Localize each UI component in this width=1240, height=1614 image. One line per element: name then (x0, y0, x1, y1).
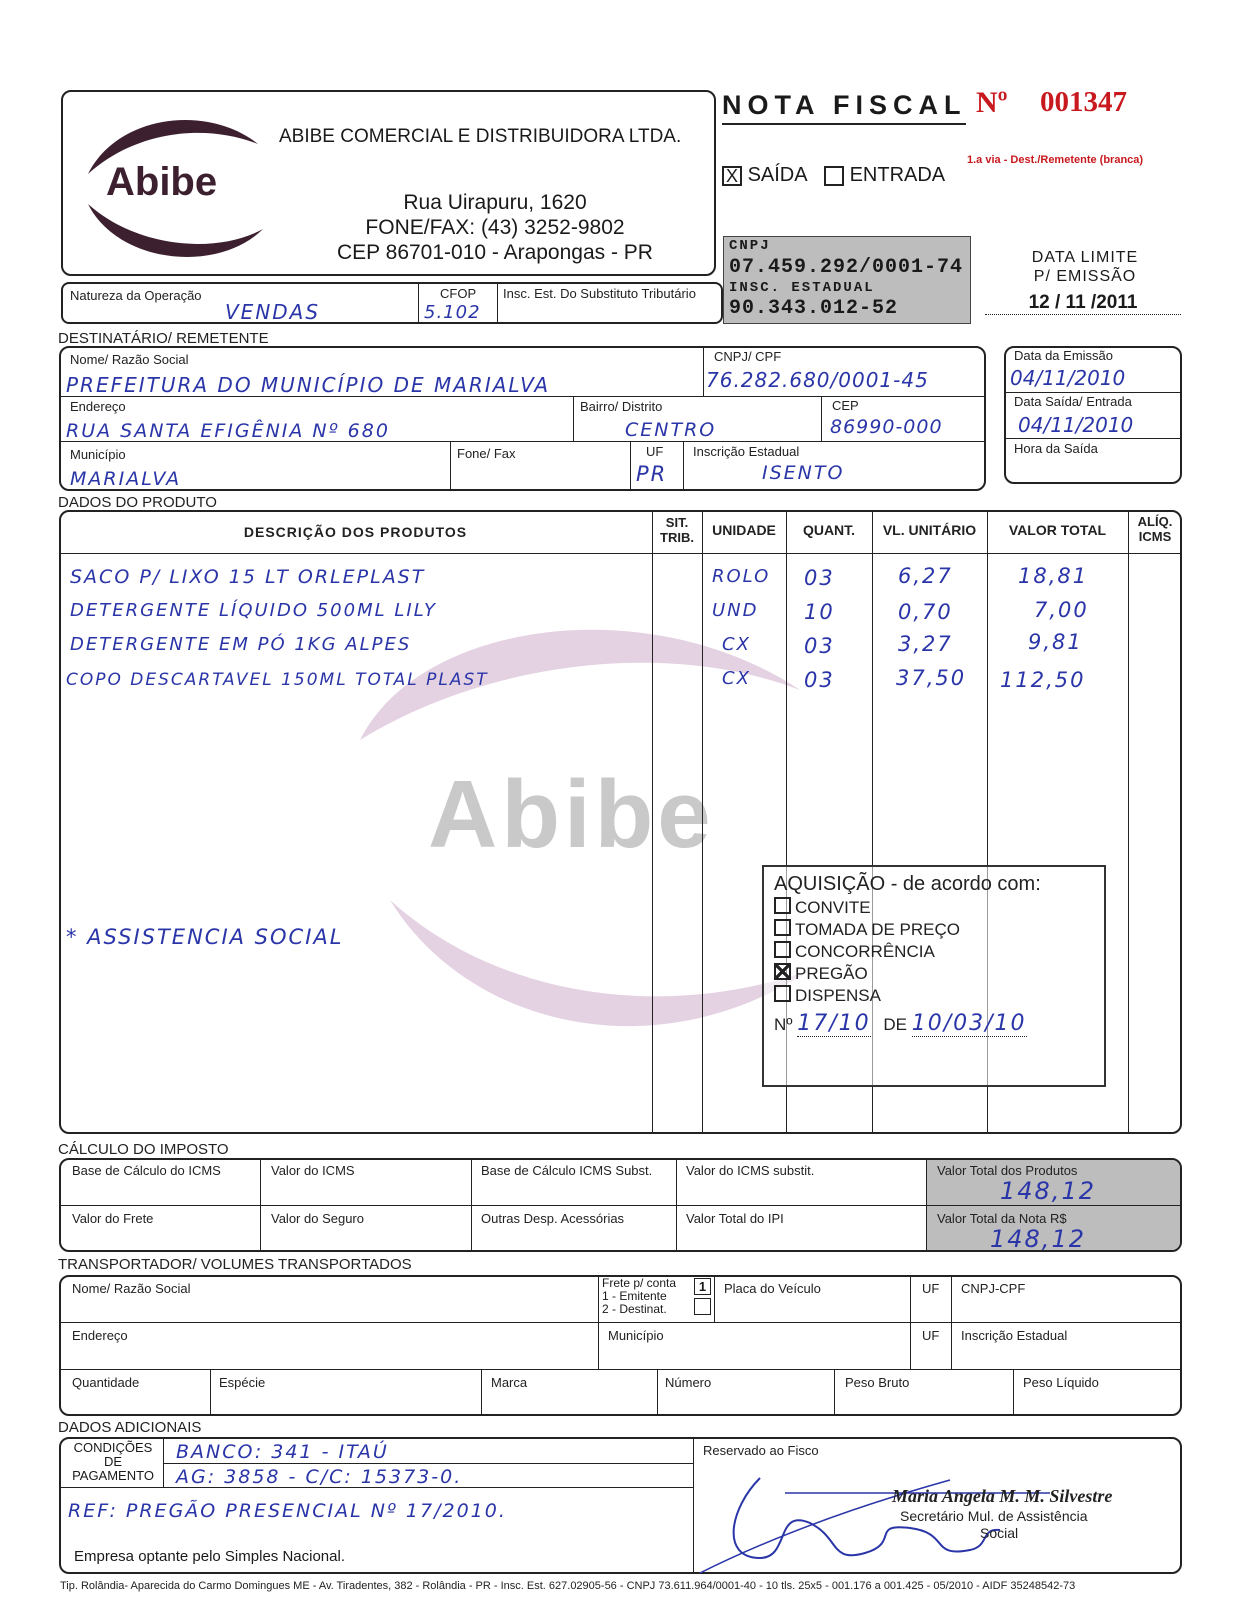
tax-outras-desp: Outras Desp. Acessórias (481, 1211, 625, 1226)
recipient-cnpj-value: 76.282.680/0001-45 (706, 368, 929, 392)
data-emissao-value: 04/11/2010 (1010, 366, 1126, 390)
agency-line: AG: 3858 - C/C: 15373-0. (176, 1466, 463, 1488)
cfop-label: CFOP (440, 286, 477, 301)
row-3-descricao: DETERGENTE EM PÓ 1KG ALPES (70, 634, 412, 655)
stamp-number-value: 17/10 (797, 1011, 871, 1036)
stamp-option-checkbox (774, 985, 791, 1002)
cond-label-2: DE (103, 1454, 123, 1469)
stamp-option (774, 963, 1094, 985)
cond-pagamento-label (63, 1441, 163, 1483)
entrada-label: ENTRADA (849, 164, 946, 186)
insc-value: 90.343.012-52 (729, 297, 899, 320)
recipient-address-value: RUA SANTA EFIGÊNIA Nº 680 (66, 420, 390, 442)
transport-peso-liquido: Peso Líquido (1023, 1375, 1099, 1390)
row-3-valor-total: 9,81 (1028, 630, 1083, 654)
stamp-option-checkbox (774, 963, 791, 980)
row-4-valor-total: 112,50 (1000, 668, 1086, 692)
tax-total-produtos-label: Valor Total dos Produtos (937, 1163, 1078, 1178)
frete-checkbox-1[interactable]: 1 (694, 1278, 711, 1295)
tax-valor-icms: Valor do ICMS (271, 1163, 355, 1178)
ref-line: REF: PREGÃO PRESENCIAL Nº 17/2010. (68, 1500, 507, 1522)
frete-label (602, 1277, 676, 1316)
recipient-ie-value: ISENTO (762, 462, 845, 484)
row-2-quant: 10 (804, 600, 835, 624)
company-address (300, 190, 690, 265)
stamp-option-label: TOMADA DE PREÇO (795, 920, 960, 939)
address-line-1: Rua Uirapuru, 1620 (403, 191, 587, 214)
cond-label-1: CONDIÇÕES (73, 1440, 153, 1455)
stamp-options (774, 897, 1094, 1007)
recipient-title: DESTINATÁRIO/ REMETENTE (58, 330, 269, 347)
row-4-descricao: COPO DESCARTAVEL 150ML TOTAL PLAST (66, 670, 489, 690)
cfop-value: 5.102 (424, 302, 481, 323)
tax-total-nota-value: 148,12 (990, 1225, 1086, 1253)
stamp-role-1: Secretário Mul. de Assistência (900, 1508, 1088, 1524)
recipient-uf-value: PR (636, 462, 668, 486)
frete-checkbox-2[interactable] (694, 1298, 711, 1315)
transport-numero: Número (665, 1375, 712, 1390)
cnpj-label: CNPJ (729, 238, 771, 254)
data-limite-label-1: DATA LIMITE (1031, 249, 1139, 266)
row-3-unidade: CX (722, 634, 751, 655)
row-2-valor-total: 7,00 (1034, 598, 1089, 622)
address-line-2: FONE/FAX: (43) 3252-9802 (365, 216, 625, 239)
col-unidade: UNIDADE (712, 522, 776, 538)
recipient-cep-label: CEP (832, 398, 859, 413)
number-label: Nº (976, 86, 1008, 119)
recipient-bairro-label: Bairro/ Distrito (580, 399, 663, 414)
row-4-quant: 03 (804, 668, 835, 692)
natureza-value: VENDAS (225, 300, 321, 324)
transport-municipio: Município (608, 1328, 664, 1343)
transport-peso-bruto: Peso Bruto (845, 1375, 910, 1390)
stamp-date-value: 10/03/10 (911, 1011, 1027, 1036)
bank-line: BANCO: 341 - ITAÚ (176, 1441, 389, 1463)
recipient-name-label: Nome/ Razão Social (70, 352, 189, 367)
hora-saida-label: Hora da Saída (1014, 441, 1098, 456)
recipient-municipio-label: Município (70, 447, 126, 462)
printer-line: Tip. Rolândia- Aparecida do Carmo Domingues ME - Av. Tiradentes, 382 - Rolândia - PR - Insc. Est. 627.02905-56 - CNPJ 73.611.964/0001-40 - 10 tls. 25x5 - 001.176 a 001.425 - 05/2010 - AIDF 35248542-73 (60, 1580, 1076, 1592)
saida-option[interactable] (722, 164, 808, 187)
recipient-ie-label: Inscrição Estadual (693, 444, 800, 459)
tax-total-nota-label: Valor Total da Nota R$ (937, 1211, 1067, 1226)
stamp-option (774, 919, 1094, 941)
entrada-option[interactable] (824, 164, 945, 187)
data-limite-label (1000, 248, 1170, 286)
cnpj-value: 07.459.292/0001-74 (729, 256, 964, 279)
data-limite-label-2: P/ EMISSÃO (1033, 268, 1137, 285)
stamp-option (774, 897, 1094, 919)
transport-cnpj: CNPJ-CPF (961, 1281, 1026, 1296)
recipient-fone-label: Fone/ Fax (457, 446, 516, 461)
row-1-unidade: ROLO (712, 566, 771, 587)
transport-marca: Marca (491, 1375, 528, 1390)
number-value: 001347 (1040, 86, 1127, 118)
row-1-valor-total: 18,81 (1018, 564, 1089, 588)
row-3-vl-unitario: 3,27 (898, 632, 953, 656)
products-note: * ASSISTENCIA SOCIAL (66, 925, 344, 949)
col-aliq-2: ICMS (1138, 529, 1172, 544)
via-text: 1.a via - Dest./Remetente (branca) (967, 154, 1144, 166)
tax-total-produtos-value: 148,12 (1000, 1177, 1096, 1205)
recipient-address-label: Endereço (70, 399, 126, 414)
fisco-label: Reservado ao Fisco (703, 1443, 819, 1458)
logo-text: Abibe (106, 160, 218, 204)
transport-nome: Nome/ Razão Social (72, 1281, 191, 1296)
row-1-quant: 03 (804, 566, 835, 590)
stamp-option (774, 985, 1094, 1007)
company-name: ABIBE COMERCIAL E DISTRIBUIDORA LTDA. (279, 126, 682, 147)
natureza-label: Natureza da Operação (70, 288, 202, 303)
row-2-unidade: UND (712, 600, 759, 621)
recipient-bairro-value: CENTRO (625, 419, 717, 441)
saida-label: SAÍDA (747, 164, 808, 186)
transport-endereco: Endereço (72, 1328, 128, 1343)
recipient-municipio-value: MARIALVA (70, 468, 182, 490)
col-valor-total: VALOR TOTAL (1008, 522, 1107, 538)
recipient-cnpj-label: CNPJ/ CPF (714, 349, 782, 364)
acquisition-stamp (762, 865, 1106, 1087)
recipient-uf-label: UF (646, 444, 664, 459)
col-sit-trib-2: TRIB. (660, 530, 694, 545)
frete-label-3: 2 - Destinat. (602, 1302, 667, 1316)
tax-base-icms-subst: Base de Cálculo ICMS Subst. (481, 1163, 653, 1178)
stamp-number-line (774, 1013, 1094, 1036)
transport-placa: Placa do Veículo (724, 1281, 821, 1296)
stamp-option-checkbox (774, 941, 791, 958)
row-2-descricao: DETERGENTE LÍQUIDO 500ML LILY (70, 600, 437, 621)
saida-checkbox[interactable]: X (722, 166, 742, 186)
row-1-vl-unitario: 6,27 (898, 564, 953, 588)
data-limite-value: 12 / 11 /2011 (985, 292, 1181, 315)
transport-title: TRANSPORTADOR/ VOLUMES TRANSPORTADOS (58, 1256, 412, 1273)
row-3-quant: 03 (804, 634, 835, 658)
stamp-option (774, 941, 1094, 963)
stamp-date-prefix: DE (883, 1015, 907, 1034)
products-title: DADOS DO PRODUTO (58, 494, 217, 511)
additional-title: DADOS ADICIONAIS (58, 1419, 202, 1436)
tax-total-ipi: Valor Total do IPI (686, 1211, 784, 1226)
stamp-number-prefix: Nº (774, 1015, 793, 1034)
col-quant: QUANT. (802, 522, 856, 538)
transport-especie: Espécie (219, 1375, 266, 1390)
stamp-option-checkbox (774, 919, 791, 936)
tax-title: CÁLCULO DO IMPOSTO (58, 1141, 229, 1158)
watermark-text: Abibe (428, 761, 715, 868)
stamp-option-label: DISPENSA (795, 986, 881, 1005)
tax-valor-frete: Valor do Frete (72, 1211, 154, 1226)
frete-label-2: 1 - Emitente (602, 1289, 667, 1303)
col-aliq-1: ALÍQ. (1137, 514, 1173, 529)
data-saida-value: 04/11/2010 (1018, 413, 1134, 437)
stamp-option-checkbox (774, 897, 791, 914)
row-1-descricao: SACO P/ LIXO 15 LT ORLEPLAST (70, 566, 426, 588)
frete-label-1: Frete p/ conta (602, 1276, 677, 1290)
col-vl-unitario: VL. UNITÁRIO (882, 522, 977, 538)
row-2-vl-unitario: 0,70 (898, 600, 953, 624)
row-4-vl-unitario: 37,50 (896, 666, 967, 690)
stamp-option-label: PREGÃO (795, 964, 868, 983)
data-saida-label: Data Saída/ Entrada (1014, 394, 1132, 409)
insc-label: INSC. ESTADUAL (729, 280, 875, 296)
col-sit-trib-1: SIT. (665, 515, 689, 530)
transport-ie: Inscrição Estadual (961, 1328, 1068, 1343)
entrada-checkbox[interactable] (824, 166, 844, 186)
col-descricao: DESCRIÇÃO DOS PRODUTOS (243, 524, 468, 540)
transport-uf-2: UF (922, 1328, 940, 1343)
tax-valor-icms-subst: Valor do ICMS substit. (686, 1163, 815, 1178)
address-line-3: CEP 86701-010 - Arapongas - PR (337, 241, 653, 264)
stamp-role-2: Social (980, 1525, 1019, 1541)
insc-subst-label: Insc. Est. Do Substituto Tributário (503, 286, 696, 301)
stamp-title: AQUISIÇÃO - de acordo com: (774, 873, 1041, 895)
data-emissao-label: Data da Emissão (1014, 348, 1113, 363)
tax-valor-seguro: Valor do Seguro (271, 1211, 364, 1226)
transport-uf-1: UF (922, 1281, 940, 1296)
col-sit-trib (652, 515, 702, 545)
row-4-unidade: CX (722, 668, 751, 689)
stamp-name: Maria Angela M. M. Silvestre (892, 1486, 1113, 1506)
tax-base-icms: Base de Cálculo do ICMS (72, 1163, 221, 1178)
col-aliq (1128, 514, 1182, 544)
stamp-option-label: CONVITE (795, 898, 871, 917)
recipient-name-value: PREFEITURA DO MUNICÍPIO DE MARIALVA (66, 373, 551, 397)
stamp-option-label: CONCORRÊNCIA (795, 942, 935, 961)
cond-label-3: PAGAMENTO (72, 1468, 154, 1483)
transport-quantidade: Quantidade (72, 1375, 140, 1390)
recipient-cep-value: 86990-000 (830, 416, 943, 438)
doc-title: NOTA FISCAL (722, 90, 966, 125)
simples-text: Empresa optante pelo Simples Nacional. (74, 1548, 345, 1565)
